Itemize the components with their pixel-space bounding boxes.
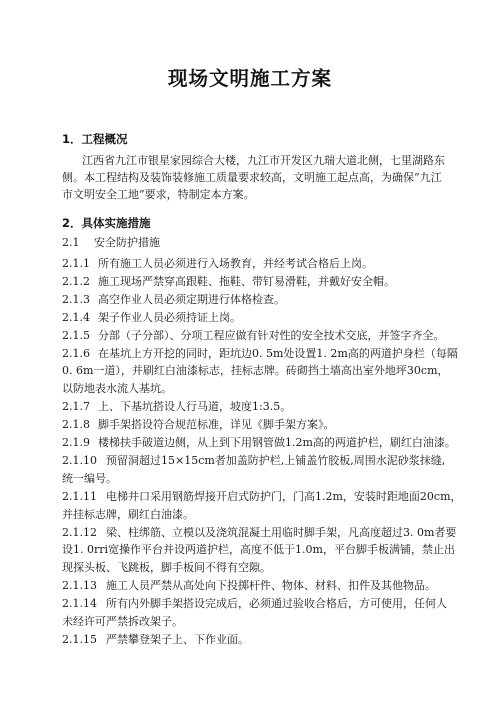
- measure-item-continuation: [62, 614, 183, 629]
- measure-text: 并挂标志牌，刷红白油漆。: [62, 507, 194, 521]
- measure-text: 架子作业人员必须持证上岗。: [98, 310, 241, 324]
- measure-text: 所有施工人员必须进行入场教育，并经考试合格后上岗。: [98, 257, 373, 270]
- measure-text: 施工现场严禁穿高跟鞋、拖鞋、带钉易滑鞋，并戴好安全帽。: [98, 274, 395, 288]
- subsection-2-1: [62, 235, 160, 250]
- subsection-number: 2.1: [62, 236, 80, 249]
- measure-text: 在基坑上方开挖的同时，距坑边0. 5m处设置1. 2m高的两道护身栏（每隔: [98, 346, 458, 360]
- measure-number: 2.1.8: [62, 418, 90, 432]
- measure-text: 脚手架搭设符合规范标准，详见《脚手架方案》。: [98, 418, 335, 432]
- measure-text: 上、下基坑搭设人行马道，坡度1:3.5。: [98, 400, 292, 414]
- measure-item: [62, 632, 249, 647]
- measure-text: 0. 6m一道），并刷红白油漆标志，挂标志牌。砖砌挡土墙高出室外地坪30cm，: [62, 364, 449, 378]
- measure-item: [62, 435, 456, 450]
- section-1-paragraph-line: 市文明安全工地”要求，特制定本方案。: [62, 188, 255, 201]
- measure-number: 2.1.2: [62, 274, 90, 288]
- measure-number: 2.1.13: [62, 579, 97, 593]
- measure-item: [62, 274, 395, 289]
- measure-number: 2.1.11: [62, 489, 97, 503]
- measure-text: 预留洞超过15×15cm者加盖防护栏,上铺盖竹胶板,周围水泥砂浆抹缝,: [106, 453, 446, 467]
- section-1-heading: 1．工程概况: [62, 132, 128, 146]
- measure-number: 2.1.15: [62, 632, 97, 646]
- measure-text: 梁、柱绑筋、立模以及浇筑混凝土用临时脚手架，凡高度超过3. 0m者要: [106, 525, 457, 539]
- section-1-paragraph-line: 江西省九江市银星家园综合大楼，九江市开发区九瑞大道北侧，七里湖路东: [82, 154, 445, 167]
- measure-item: [62, 578, 436, 593]
- measure-number: 2.1.3: [62, 292, 90, 306]
- measure-item: [62, 489, 462, 504]
- measure-item-continuation: [62, 542, 455, 557]
- measure-text: 楼梯扶手破道边侧，从上到下用钢管做1.2m高的两道护栏，刷红白油漆。: [98, 436, 456, 449]
- document-title: 现场文明施工方案: [167, 67, 332, 90]
- measure-text: 未经许可严禁拆改架子。: [62, 615, 183, 628]
- measure-number: 2.1.10: [62, 453, 97, 467]
- measure-item-continuation: [62, 507, 194, 522]
- section-2-heading: 2．具体实施措施: [62, 216, 151, 230]
- measure-item: [62, 328, 445, 343]
- measure-item: [62, 417, 335, 432]
- measure-text: 所有内外脚手架搭设完成后，必须通过验收合格后，方可使用，任何人: [106, 597, 447, 611]
- measure-item-continuation: [62, 560, 271, 575]
- measure-text: 统一编号。: [62, 471, 117, 485]
- measure-item: [62, 453, 445, 468]
- measure-item: [62, 596, 447, 611]
- measure-number: 2.1.7: [62, 400, 90, 414]
- measure-item: [62, 310, 241, 325]
- measure-number: 2.1.5: [62, 328, 90, 342]
- measure-number: 2.1.1: [62, 257, 90, 270]
- measure-item: [62, 525, 456, 540]
- measure-number: 2.1.12: [62, 525, 97, 539]
- measure-number: 2.1.4: [62, 310, 90, 324]
- measure-text: 以防地表水流人基坑。: [62, 382, 172, 396]
- measure-item: [62, 346, 458, 361]
- measure-text: 电梯井口采用钢筋焊接开启式防护门，门高1.2m，安装时距地面20cm，: [106, 489, 462, 503]
- measure-text: 高空作业人员必须定期进行体格检查。: [98, 292, 285, 306]
- measure-number: 2.1.14: [62, 597, 97, 611]
- measure-item-continuation: [62, 381, 172, 396]
- measure-item: [62, 292, 285, 307]
- measure-item: [62, 256, 373, 271]
- section-1-paragraph-line: 侧。本工程结构及装饰装修施工质量要求较高，文明施工起点高，为确保“九江: [62, 171, 442, 184]
- measure-text: 设1. 0rri宽操作平台并设两道护栏，高度不低于1.0m，平台脚手板满铺，禁止出: [62, 543, 455, 557]
- measure-item-continuation: [62, 363, 449, 378]
- measure-text: 施工人员严禁从高处向下投掷杆件、物体、材料、扣件及其他物品。: [106, 579, 436, 593]
- measure-number: 2.1.6: [62, 346, 90, 360]
- subsection-title: 安全防护措施: [94, 236, 160, 249]
- measure-text: 现探头板、飞跳板，脚手板间不得有空隙。: [62, 561, 271, 575]
- measure-item: [62, 399, 291, 414]
- measure-text: 严禁攀登架子上、下作业面。: [106, 632, 249, 646]
- measure-text: 分部（子分部）、分项工程应做有针对性的安全技术交底，并签字齐全。: [98, 328, 445, 342]
- measure-item-continuation: [62, 471, 117, 486]
- measure-number: 2.1.9: [62, 436, 90, 449]
